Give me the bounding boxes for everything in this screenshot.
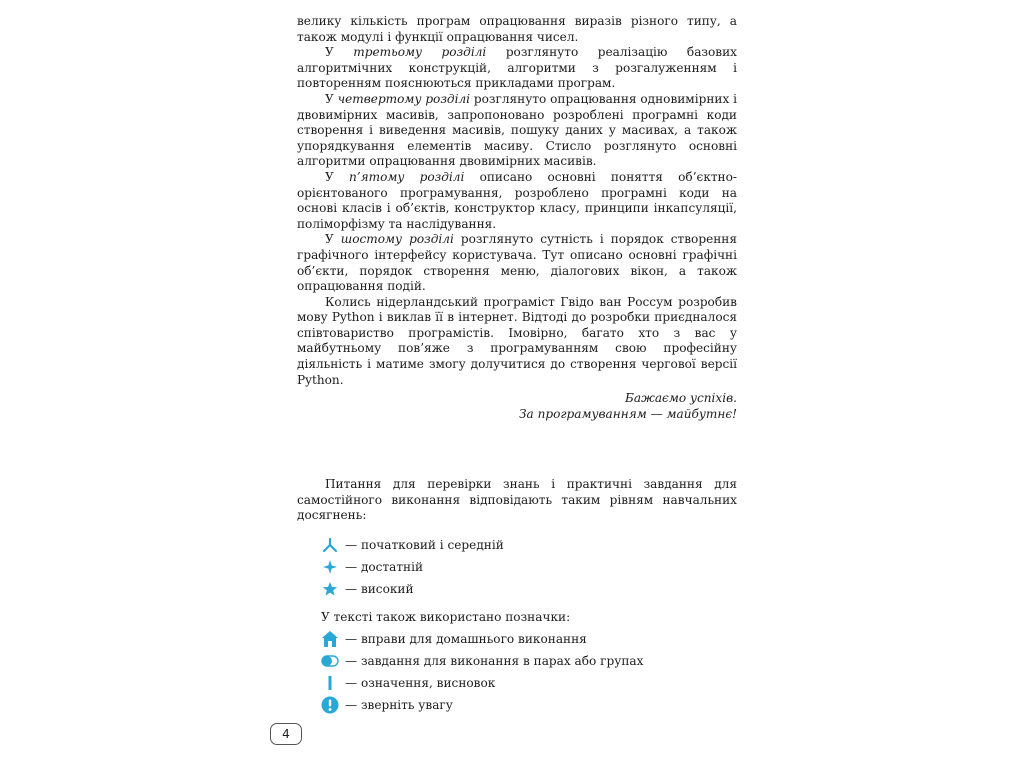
paragraph-fourth-section (297, 92, 737, 170)
paragraph-python-history: Колись нідерландський програміст Гвідо ван Россум розробив мову Python і виклав її в інтернет. Відтоді до розробки приєдналося співтовариство програмістів. Імовірно, багато хто з вас у майбутньому пов’яже з програмуванням свою професійну діяльність і матиме змогу долучитися до створення чергової версії Python. (297, 294, 737, 387)
paragraph: велику кількість програм опрацювання виразів різного типу, а також модулі і функції опрацювання чисел. (297, 14, 737, 44)
four-point-star-icon (321, 558, 339, 576)
legend-level-row (297, 534, 737, 556)
exclamation-icon (321, 696, 339, 714)
legend-mark-row (297, 628, 737, 650)
legend-level-row (297, 556, 737, 578)
toggle-icon (321, 652, 339, 670)
text: розглянуто опрацювання одновимірних і двовимірних масивів, запропоновано розроблені програмні коди створення і виведення масивів, пошуку даних у масивах, а також упорядкування елементів масиву. Стисло розглянуто основні алгоритми опрацювання двовимірних масивів. (297, 91, 737, 169)
vertical-bar-icon (321, 674, 339, 692)
wish-line: За програмуванням — майбутнє! (519, 407, 737, 421)
emphasis: четвертому розділі (337, 91, 471, 106)
text: У (325, 232, 341, 247)
legend-label: — зверніть увагу (345, 697, 453, 712)
legend-mark-row (297, 694, 737, 716)
legend-label: — початковий і середній (345, 537, 504, 552)
legend-label: — означення, висновок (345, 675, 496, 690)
house-icon (321, 630, 339, 648)
marks-title: У тексті також використано позначки: (321, 609, 571, 624)
wish-line: Бажаємо успіхів. (625, 391, 737, 405)
legend-intro: Питання для перевірки знань і практичні завдання для самостійного виконання відповідають таким рівням навчальних досягнень: (297, 477, 737, 523)
paragraph-fifth-section (297, 170, 737, 232)
text: У (325, 45, 354, 60)
legend-label: — достатній (345, 559, 424, 574)
page-number: 4 (270, 723, 302, 745)
legend-label: — високий (345, 581, 414, 596)
body-text (297, 14, 737, 388)
paragraph-sixth-section (297, 232, 737, 294)
star-icon (321, 580, 339, 598)
text: розглянуто реалізацію базових алгоритмічних конструкцій, алгоритми з розгалуженням і повторенням пояснюються прикладами програм. (297, 45, 737, 91)
legend-level-row (297, 578, 737, 600)
legend-block (297, 477, 737, 716)
emphasis: третьому розділі (353, 45, 487, 60)
legend-label: — завдання для виконання в парах або групах (345, 653, 644, 668)
legend-label: — вправи для домашнього виконання (345, 631, 587, 646)
paragraph-third-section (297, 45, 737, 92)
tripod-icon (321, 536, 339, 554)
closing-wishes (519, 390, 737, 422)
legend-mark-row (297, 672, 737, 694)
legend-mark-row (297, 650, 737, 672)
text: У (325, 91, 338, 106)
text: розглянуто сутність і порядок створення графічного інтерфейсу користувача. Тут описано основні графічні об’єкти, порядок створення меню, діалогових вікон, а також опрацювання подій. (297, 232, 737, 294)
emphasis: п’ятому розділі (348, 169, 465, 184)
text: описано основні поняття об’єктно-орієнтованого програмування, розроблено програмні коди на основі класів і об’єктів, конструктор класу, принципи інкапсуляції, поліморфізму та наслідування. (297, 169, 737, 231)
emphasis: шостому розділі (340, 232, 454, 247)
text: У (325, 169, 349, 184)
